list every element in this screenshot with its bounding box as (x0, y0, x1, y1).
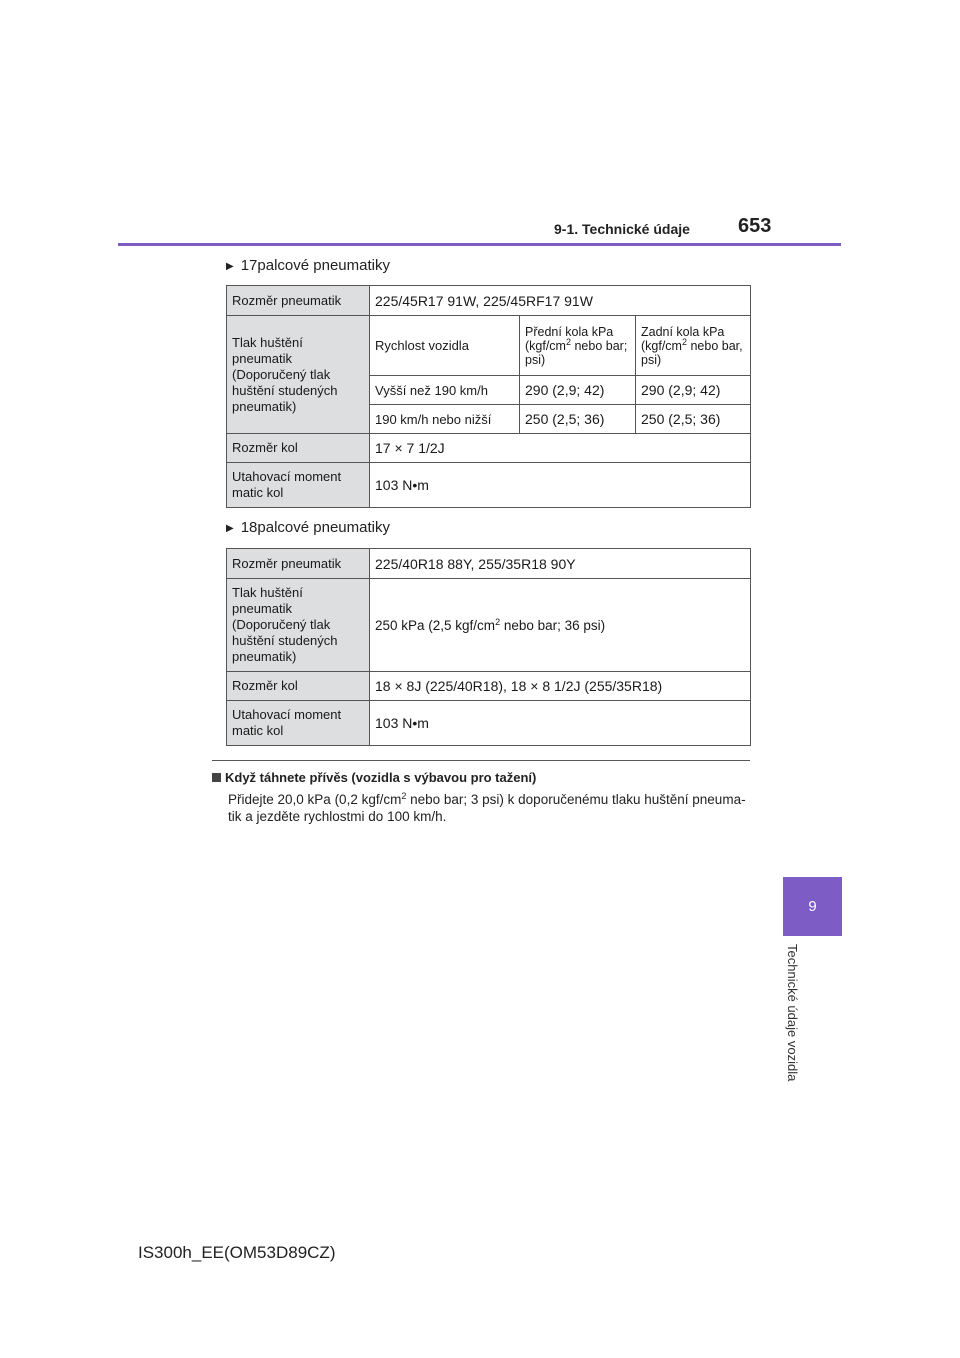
triangle-bullet-icon: ▶ (226, 261, 234, 272)
subsection-heading-18 (226, 519, 390, 536)
rear-header (636, 316, 751, 376)
speed-header: Rychlost vozidla (370, 316, 520, 376)
pressure-label: Tlak huštění pneumatik (Doporučený tlak huštění studených pneumatik) (227, 579, 370, 672)
note-title (212, 770, 536, 785)
wheel-size-label: Rozměr kol (227, 434, 370, 463)
subsection-heading-17 (226, 257, 390, 274)
tire-table-17 (226, 285, 751, 508)
row-low-rear: 250 (2,5; 36) (636, 405, 751, 434)
tire-size-value: 225/45R17 91W, 225/45RF17 91W (370, 286, 751, 316)
footer-code: IS300h_EE(OM53D89CZ) (138, 1243, 336, 1262)
tire-size-label: Rozměr pneumatik (227, 286, 370, 316)
chapter-side-title (786, 944, 802, 1104)
pressure-value-pre: 250 kPa (2,5 kgf/cm (375, 617, 496, 633)
rear-header-pre: Zadní kola kPa (kgf/cm (641, 324, 725, 353)
chapter-title: Technické údaje vozidla (785, 944, 800, 1082)
row-high-speed: Vyšší než 190 km/h (370, 376, 520, 405)
row-low-front: 250 (2,5; 36) (520, 405, 636, 434)
note-body (228, 791, 753, 825)
row-high-rear: 290 (2,9; 42) (636, 376, 751, 405)
pressure-value-post: nebo bar; 36 psi) (500, 617, 606, 633)
pressure-value-sup: 2 (495, 616, 501, 627)
square-bullet-icon (212, 773, 221, 782)
torque-label: Utahovací moment matic kol (227, 463, 370, 508)
subsection-heading-18-text: 18palcové pneumatiky (240, 519, 390, 536)
triangle-bullet-icon: ▶ (226, 523, 234, 534)
torque-value: 103 N•m (370, 463, 751, 508)
wheel-size-value: 18 × 8J (225/40R18), 18 × 8 1/2J (255/35R18) (370, 672, 751, 701)
wheel-size-label: Rozměr kol (227, 672, 370, 701)
subsection-heading-17-text: 17palcové pneumatiky (240, 257, 390, 274)
note-body-sup: 2 (401, 791, 407, 801)
note-rule (212, 760, 750, 761)
tire-size-label: Rozměr pneumatik (227, 549, 370, 579)
front-header (520, 316, 636, 376)
note-body-pre: Přidejte 20,0 kPa (0,2 kgf/cm (228, 792, 402, 807)
note-title-text: Když táhnete přívěs (vozidla s výbavou pro tažení) (225, 770, 537, 785)
pressure-value (370, 579, 751, 672)
section-title: 9-1. Technické údaje (554, 221, 690, 237)
tire-table-18 (226, 548, 751, 746)
chapter-tab (783, 877, 842, 936)
page-number: 653 (738, 215, 772, 237)
pressure-label: Tlak huštění pneumatik (Doporučený tlak huštění studených pneumatik) (227, 316, 370, 434)
front-header-sup: 2 (565, 336, 571, 347)
chapter-number: 9 (808, 898, 817, 915)
note-body-post: nebo bar; 3 psi) k doporučenému tlaku huštění pneuma- tik a jezděte rychlostmi do 100 km/h. (228, 792, 746, 824)
row-high-front: 290 (2,9; 42) (520, 376, 636, 405)
rear-header-sup: 2 (681, 336, 687, 347)
header-rule (118, 243, 841, 246)
torque-label: Utahovací moment matic kol (227, 701, 370, 746)
rear-header-post: nebo bar, psi) (641, 338, 743, 367)
torque-value: 103 N•m (370, 701, 751, 746)
wheel-size-value: 17 × 7 1/2J (370, 434, 751, 463)
front-header-post: nebo bar; psi) (525, 338, 628, 367)
front-header-pre: Přední kola kPa (kgf/cm (525, 324, 614, 353)
tire-size-value: 225/40R18 88Y, 255/35R18 90Y (370, 549, 751, 579)
row-low-speed: 190 km/h nebo nižší (370, 405, 520, 434)
